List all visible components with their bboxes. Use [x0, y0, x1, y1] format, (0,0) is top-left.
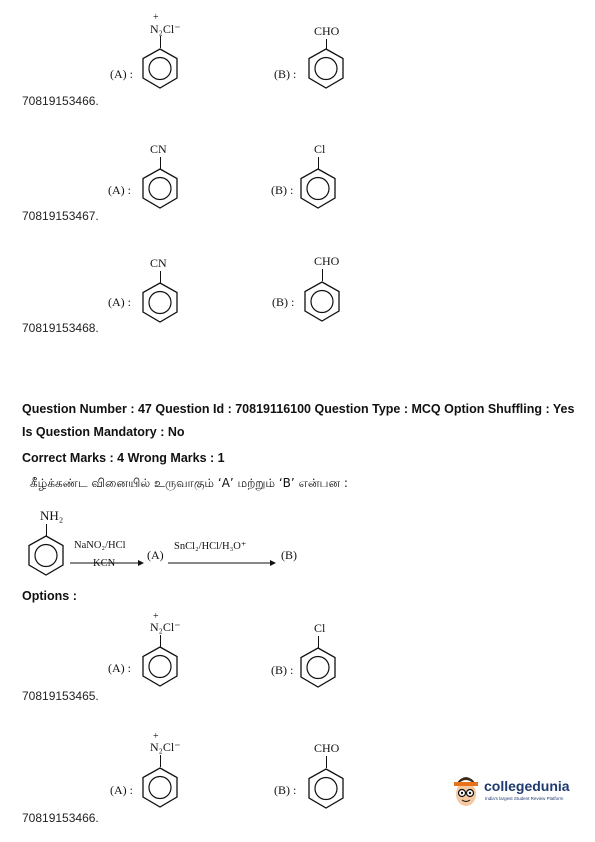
product-label: (B): [281, 548, 297, 562]
benzene-ring-icon: [27, 535, 67, 577]
label-b: (B) :: [272, 295, 295, 309]
benzene-ring-icon: [141, 767, 181, 809]
benzene-ring-icon: [299, 647, 339, 689]
question-marks: Correct Marks : 4 Wrong Marks : 1: [22, 451, 225, 465]
option-block-1: [0, 0, 595, 110]
reaction-scheme: [0, 500, 595, 580]
benzene-ring-icon: [141, 282, 181, 324]
bond-line: [326, 756, 327, 768]
option-id: 70819153466.: [22, 811, 99, 825]
label-a: (A) :: [108, 295, 131, 309]
substituent-a: N₂Cl⁻: [150, 22, 181, 36]
option-block-3: [0, 225, 595, 340]
benzene-ring-icon: [303, 281, 343, 323]
benzene-ring-icon: [141, 168, 181, 210]
bond-line: [322, 269, 323, 281]
substituent-a: CN: [150, 142, 167, 156]
substituent-a: CN: [150, 256, 167, 270]
label-a: (A) :: [108, 661, 131, 675]
label-b: (B) :: [271, 663, 294, 677]
options-heading: Options :: [22, 589, 77, 603]
mascot-logo-icon: [452, 774, 480, 813]
intermediate-label: (A): [147, 548, 164, 562]
substituent-a: N₂Cl⁻: [150, 620, 181, 634]
reagent-step2-top: SnCl₂/HCl/H₃O⁺: [174, 541, 247, 552]
benzene-ring-icon: [307, 768, 347, 810]
label-a: (A) :: [110, 67, 133, 81]
benzene-ring-icon: [299, 168, 339, 210]
reactant-group: NH₂: [40, 508, 64, 523]
benzene-ring-icon: [141, 48, 181, 90]
reaction-arrow-2: [168, 554, 276, 572]
collegedunia-watermark[interactable]: [452, 772, 592, 812]
plus-charge: +: [153, 731, 159, 742]
option-block-4: [0, 605, 595, 715]
label-b: (B) :: [274, 783, 297, 797]
brand-tagline: India's largest Student Review Platform: [485, 796, 564, 801]
plus-charge: +: [153, 12, 159, 23]
question-meta-line: Question Number : 47 Question Id : 70819116100 Question Type : MCQ Option Shuffling : Yes: [22, 402, 575, 416]
brand-name: collegedunia: [484, 778, 570, 794]
label-a: (A) :: [108, 183, 131, 197]
benzene-ring-icon: [141, 646, 181, 688]
option-id: 70819153467.: [22, 209, 99, 223]
benzene-ring-icon: [307, 48, 347, 90]
substituent-a: N₂Cl⁻: [150, 740, 181, 754]
bond-line: [160, 36, 161, 48]
substituent-b: Cl: [314, 142, 326, 156]
option-block-2: [0, 110, 595, 225]
substituent-b: CHO: [314, 24, 340, 38]
reagent-step1-bottom: KCN: [93, 558, 116, 569]
option-id: 70819153465.: [22, 689, 99, 703]
substituent-b: Cl: [314, 621, 326, 635]
option-id: 70819153466.: [22, 94, 99, 108]
reagent-step1-top: NaNO₂/HCl: [74, 540, 126, 551]
plus-charge: +: [153, 611, 159, 622]
label-b: (B) :: [274, 67, 297, 81]
question-mandatory: Is Question Mandatory : No: [22, 425, 185, 439]
option-id: 70819153468.: [22, 321, 99, 335]
bond-line: [160, 755, 161, 767]
label-a: (A) :: [110, 783, 133, 797]
question-text-tamil: கீழ்க்கண்ட வினையில் உருவாகும் ‘A’ மற்றும் ‘B’ என்பன :: [30, 476, 348, 490]
substituent-b: CHO: [314, 254, 340, 268]
label-b: (B) :: [271, 183, 294, 197]
substituent-b: CHO: [314, 741, 340, 755]
